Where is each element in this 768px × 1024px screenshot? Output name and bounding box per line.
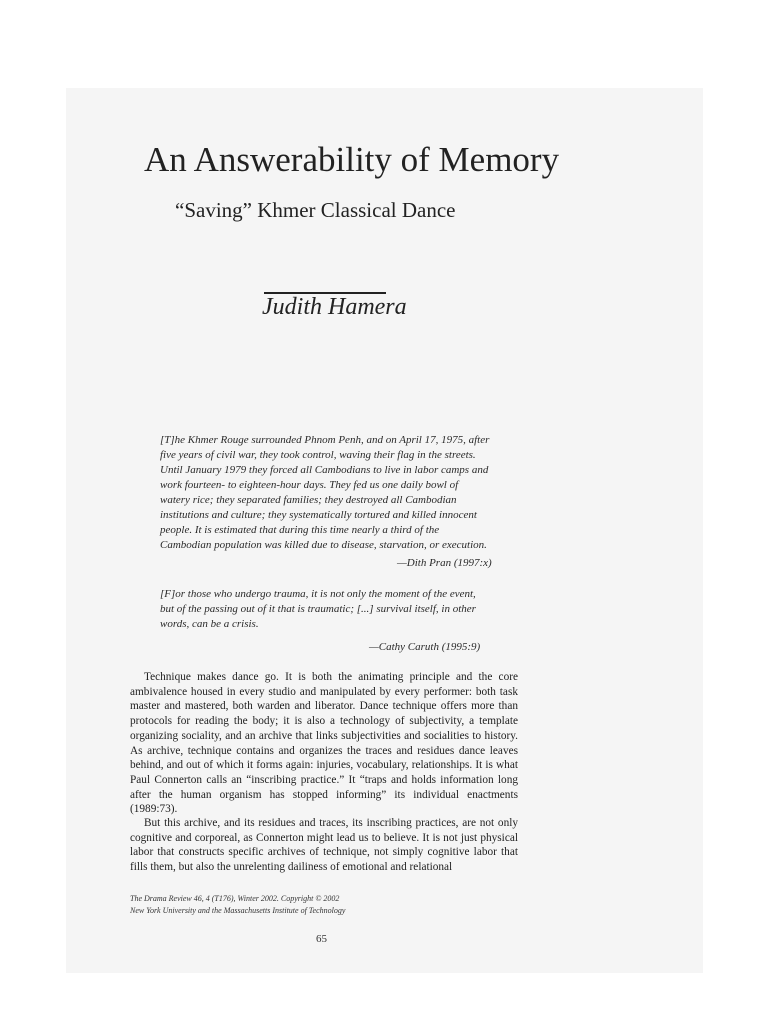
body-paragraph: But this archive, and its residues and traces, its inscribing practices, are not only cognitive and corporeal, as Connerton might lead us to believe. It is not just physical labor that constructs specific archives of technique, not simply cognitive labor that fills them, but also the unrelenting dailiness of emotional and relational <box>130 817 518 874</box>
epigraph-attribution: —Dith Pran (1997:x) <box>397 557 492 569</box>
body-paragraph: Technique makes dance go. It is both the animating principle and the core ambivalence housed in every studio and manipulated by every performer: both task master and mastered, both warden and liberator. Dance technique offers more than protocols for reading the body; it is also a technology of subjectivity, a template organizing sociality, and an archive that links subjectivities and socialities to history. As archive, technique contains and organizes the traces and residues dance leaves behind, and out of which it forms again: injuries, vocabulary, relationships. It is what Paul Connerton calls an “inscribing practice.” It “traps and holds information long after the human organism has stopped informing” its individual enactments (1989:73). <box>130 671 518 816</box>
citation-line: The Drama Review 46, 4 (T176), Winter 2002. Copyright © 2002 <box>130 894 340 903</box>
citation-line: New York University and the Massachusetts Institute of Technology <box>130 906 346 915</box>
author-name: Judith Hamera <box>262 294 407 320</box>
epigraph-quote: [T]he Khmer Rouge surrounded Phnom Penh, and on April 17, 1975, after five years of civil war, they took control, waving their flag in the streets. Until January 1979 they forced all Cambodians to live in labor camps and work fourteen- to eighteen-hour days. They fed us one daily bowl of watery rice; they separated families; they destroyed all Cambodian institutions and culture; they systematically tortured and killed innocent people. It is estimated that during this time nearly a third of the Cambodian population was killed due to disease, starvation, or execution. <box>160 434 490 551</box>
epigraph-quote: [F]or those who undergo trauma, it is not only the moment of the event, but of the passing out of it that is traumatic; [...] survival itself, in other words, can be a crisis. <box>160 588 476 630</box>
citation-footer <box>130 893 430 917</box>
page-number: 65 <box>316 933 327 945</box>
article-title: An Answerability of Memory <box>144 140 560 179</box>
article-subtitle: “Saving” Khmer Classical Dance <box>175 198 456 222</box>
epigraph-attribution: —Cathy Caruth (1995:9) <box>369 641 481 653</box>
